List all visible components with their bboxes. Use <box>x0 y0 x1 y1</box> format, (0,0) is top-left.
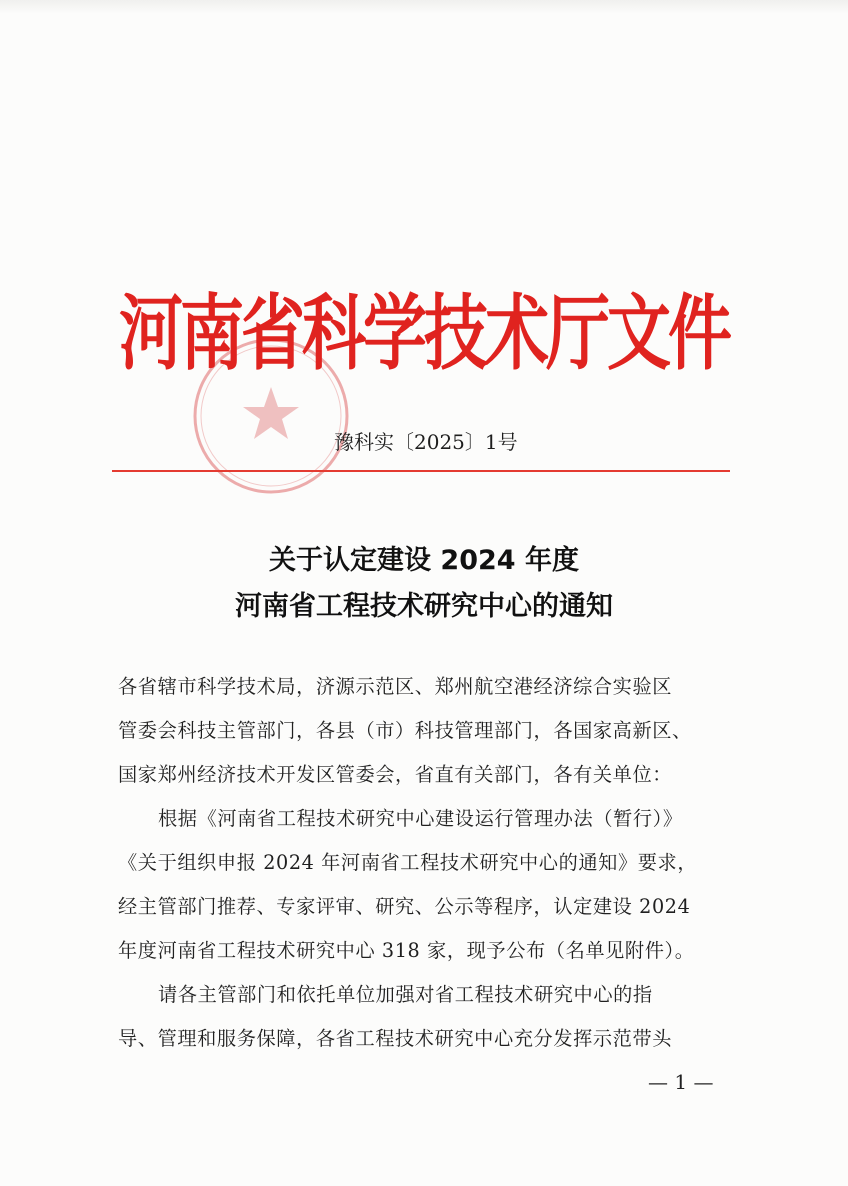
body-line-paragraph-1: 根据《河南省工程技术研究中心建设运行管理办法（暂行）》 <box>158 807 683 830</box>
body-line-addressee-3: 国家郑州经济技术开发区管委会，省直有关部门，各有关单位： <box>118 763 673 786</box>
body-line-paragraph-2: 《关于组织申报 2024 年河南省工程技术研究中心的通知》要求， <box>118 851 698 874</box>
body-line-addressee-1: 各省辖市科学技术局，济源示范区、郑州航空港经济综合实验区 <box>118 675 673 698</box>
document-number: 豫科实〔2025〕1号 <box>334 430 518 454</box>
red-separator-rule <box>112 470 730 472</box>
body-line-paragraph-4: 年度河南省工程技术研究中心 318 家，现予公布（名单见附件）。 <box>118 939 695 962</box>
body-line-paragraph-5: 请各主管部门和依托单位加强对省工程技术研究中心的指 <box>158 983 653 1006</box>
notice-title-line-1: 关于认定建设 2024 年度 <box>269 545 579 576</box>
seal-star-icon <box>243 387 299 439</box>
body-line-addressee-2: 管委会科技主管部门，各县（市）科技管理部门，各国家高新区、 <box>118 719 692 742</box>
notice-title-line-2: 河南省工程技术研究中心的通知 <box>235 591 613 622</box>
scan-edge-shadow <box>0 0 848 14</box>
body-line-paragraph-6: 导、管理和服务保障，各省工程技术研究中心充分发挥示范带头 <box>118 1027 673 1050</box>
issuer-header-title: 河南省科学技术厅文件 <box>119 287 729 382</box>
body-line-paragraph-3: 经主管部门推荐、专家评审、研究、公示等程序，认定建设 2024 <box>118 895 691 918</box>
page-number: — 1 — <box>648 1070 714 1094</box>
